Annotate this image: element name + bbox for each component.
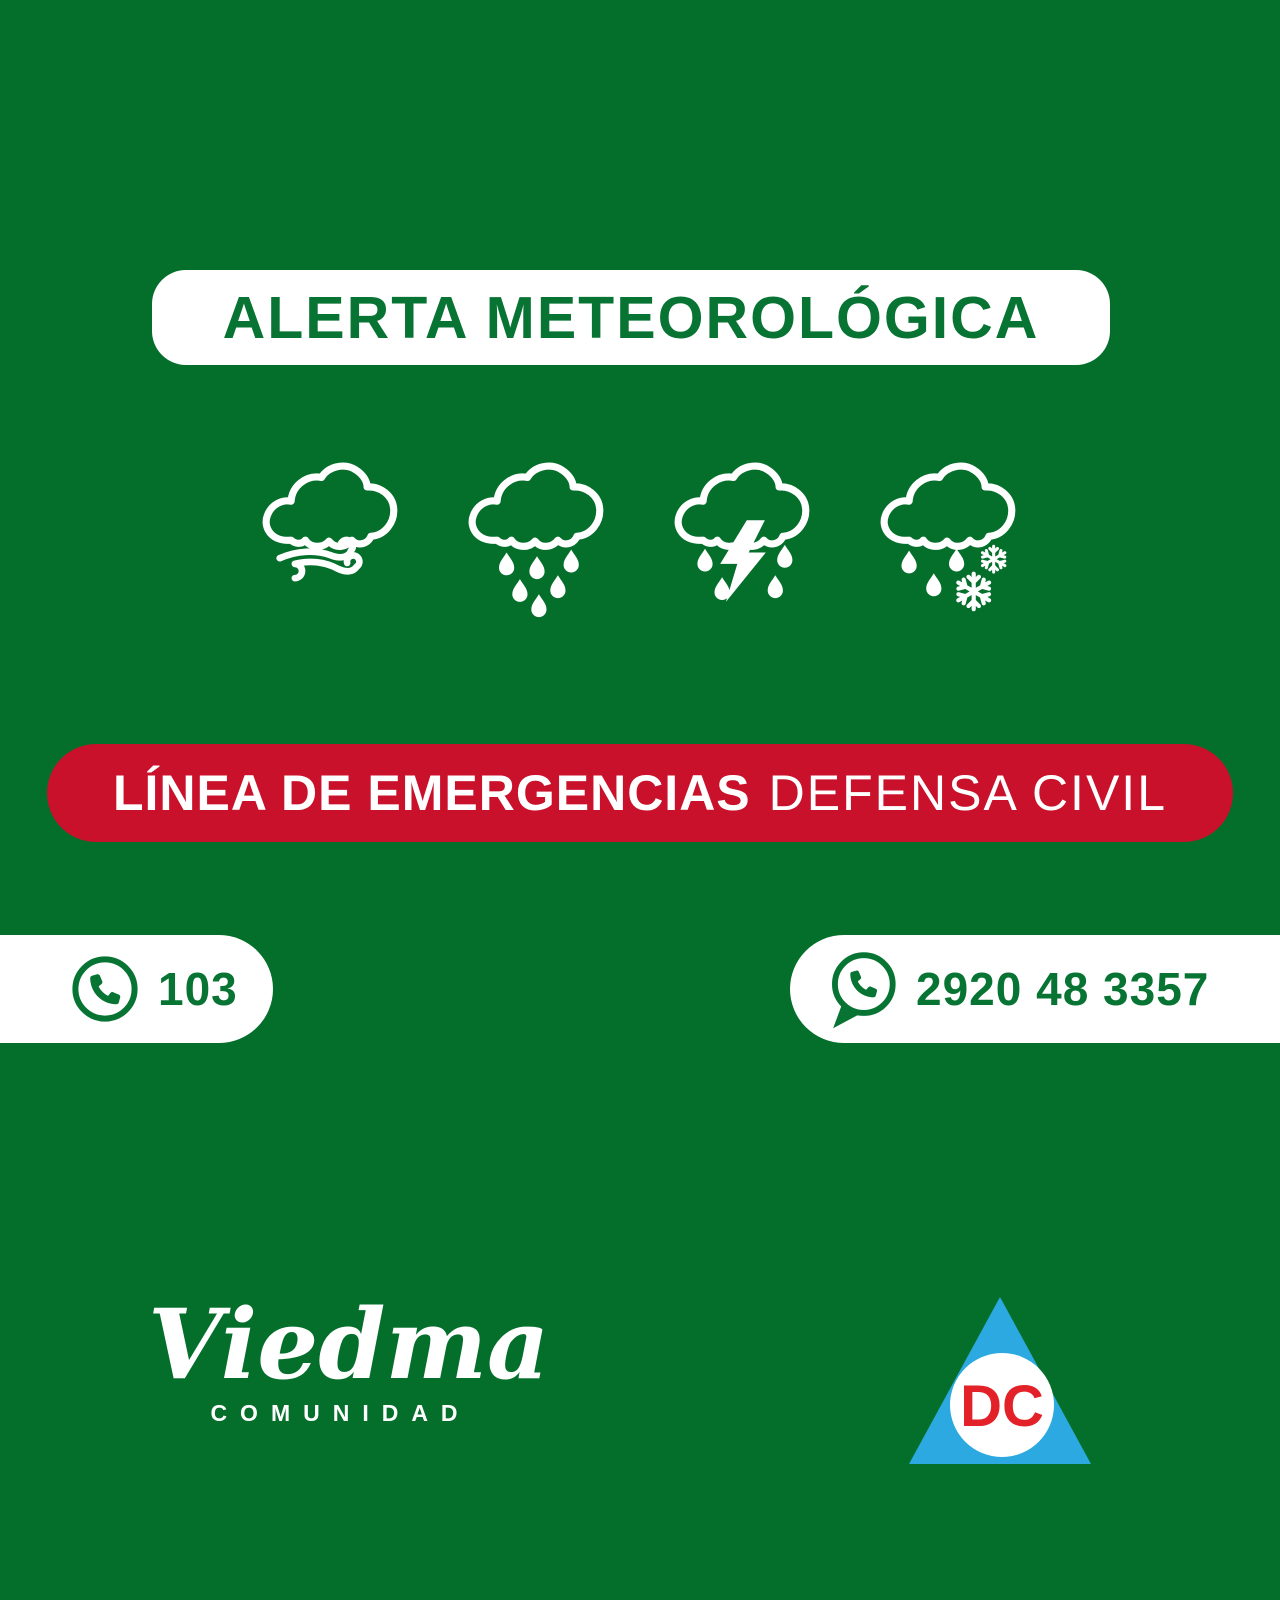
alert-title: ALERTA METEOROLÓGICA [222,284,1040,351]
whatsapp-icon [824,948,900,1031]
emergency-banner-bold: LÍNEA DE EMERGENCIAS [113,765,751,821]
weather-icons-row [0,448,1280,619]
rain-cloud-icon [461,448,613,619]
defensa-civil-logo [905,1293,1095,1468]
whatsapp-number: 2920 48 3357 [916,963,1210,1015]
emergency-banner-regular: DEFENSA CIVIL [768,765,1167,821]
viedma-logo [148,1288,550,1427]
dc-label: DC [960,1374,1044,1439]
phone-number: 103 [158,963,238,1015]
viedma-wordmark: Viedma [148,1288,550,1401]
storm-cloud-icon [667,448,819,619]
viedma-subtitle: COMUNIDAD [210,1399,471,1426]
emergency-banner [47,744,1233,842]
phone-icon [68,952,142,1026]
snowflake-icon [956,546,1007,609]
wind-cloud-icon [255,448,407,619]
phone-pill[interactable] [0,935,273,1043]
alert-title-pill [152,270,1110,365]
snow-cloud-icon [873,448,1025,619]
whatsapp-pill[interactable] [790,935,1280,1043]
